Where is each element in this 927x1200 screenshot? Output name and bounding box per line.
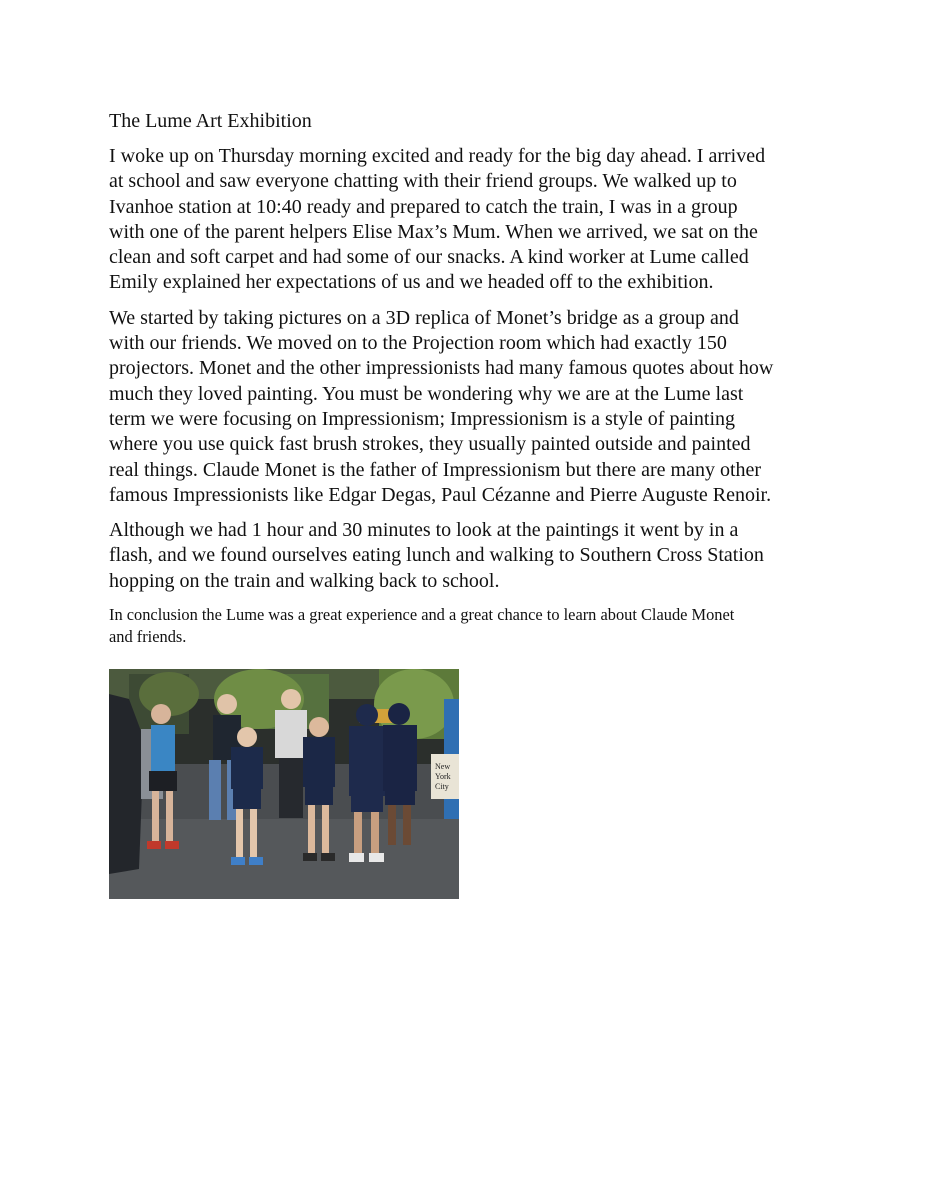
tote-bag-text: New xyxy=(435,762,451,771)
svg-text:York: York xyxy=(435,772,451,781)
document-title: The Lume Art Exhibition xyxy=(109,110,312,132)
svg-text:City: City xyxy=(435,782,449,791)
paragraph-3: Although we had 1 hour and 30 minutes to look at the paintings it went by in a flash, and we found ourselves eating lunch and walking to Southern Cross Station hopping on the train and walking back to school. xyxy=(109,519,764,592)
conclusion-paragraph: In conclusion the Lume was a great experience and a great chance to learn about Claude Monet and friends. xyxy=(109,605,735,647)
document-body xyxy=(109,107,829,658)
paragraph-1: I woke up on Thursday morning excited and ready for the big day ahead. I arrived at school and saw everyone chatting with their friend groups. We walked up to Ivanhoe station at 10:40 ready and prepared to catch the train, I was in a group with one of the parent helpers Elise Max’s Mum. When we arrived, we sat on the clean and soft carpet and had some of our snacks. A kind worker at Lume called Emily explained her expectations of us and we headed off to the exhibition. xyxy=(109,145,766,294)
group-photo xyxy=(109,669,459,899)
paragraph-2: We started by taking pictures on a 3D replica of Monet’s bridge as a group and with our friends. We moved on to the Projection room which had exactly 150 projectors. Monet and the other impressionists had many famous quotes about how much they loved painting. You must be wondering why we are at the Lume last term we were focusing on Impressionism; Impressionism is a style of painting where you use quick fast brush strokes, they usually painted outside and painted real things. Claude Monet is the father of Impressionism but there are many other famous Impressionists like Edgar Degas, Paul Cézanne and Pierre Auguste Renoir. xyxy=(109,306,774,506)
